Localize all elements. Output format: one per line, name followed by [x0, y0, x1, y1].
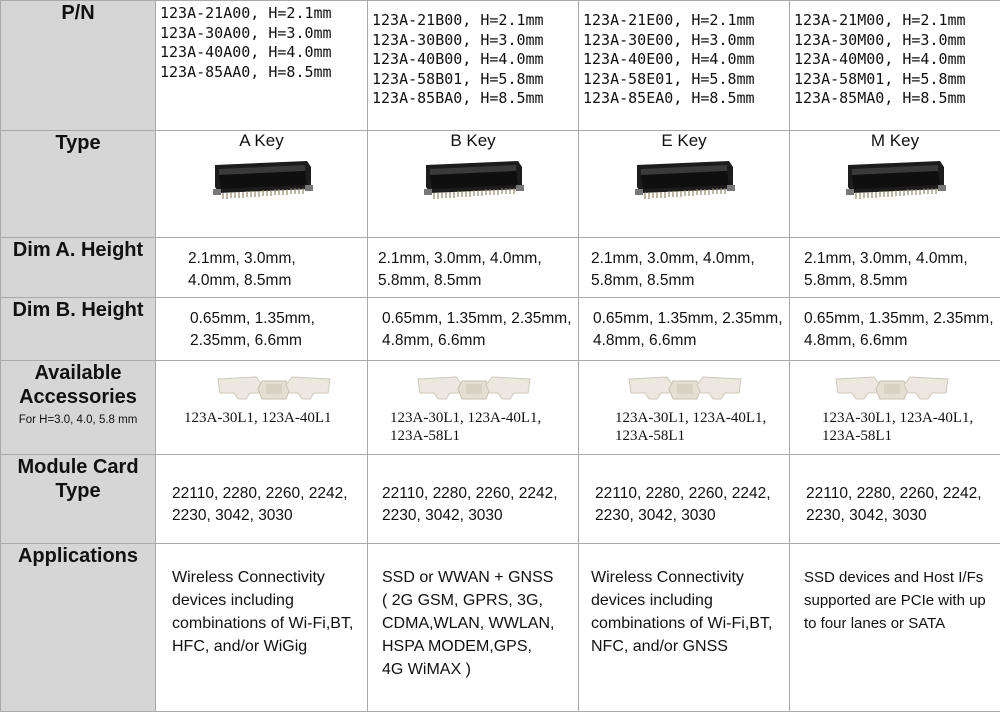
applications-cell	[156, 544, 368, 712]
connector-icon	[418, 159, 528, 203]
module-card-row	[1, 455, 1000, 544]
accessories-row	[1, 361, 1000, 455]
accessory-line: 123A-30L1, 123A-40L1,	[368, 409, 578, 427]
pn-line: 123A-21E00, H=2.1mm	[583, 11, 789, 31]
module-line: 2230, 3042, 3030	[595, 505, 789, 527]
pn-line: 123A-85MA0, H=8.5mm	[794, 89, 1000, 109]
dim-a-line: 2.1mm, 3.0mm, 4.0mm,	[378, 248, 578, 270]
standoff-clip-icon	[627, 371, 743, 403]
module-card-cell	[790, 455, 1000, 544]
application-line: 4G WiMAX )	[382, 658, 578, 681]
pn-line: 123A-85EA0, H=8.5mm	[583, 89, 789, 109]
dim-b-line: 2.35mm, 6.6mm	[190, 330, 367, 352]
pn-line: 123A-30E00, H=3.0mm	[583, 31, 789, 51]
pn-line: 123A-58E01, H=5.8mm	[583, 70, 789, 90]
row-header-dim-a	[1, 238, 156, 298]
dim-a-cell	[579, 238, 790, 298]
dim-a-row	[1, 238, 1000, 298]
module-card-cell	[368, 455, 579, 544]
standoff-clip-icon	[416, 371, 532, 403]
connector-icon	[629, 159, 739, 203]
pn-line: 123A-40E00, H=4.0mm	[583, 50, 789, 70]
accessories-cell	[156, 361, 368, 455]
pn-cell	[579, 1, 790, 131]
row-header-dim-a-label: Dim A. Height	[13, 239, 143, 261]
pn-cell	[790, 1, 1000, 131]
dim-a-line: 4.0mm, 8.5mm	[188, 270, 367, 292]
pn-line: 123A-58M01, H=5.8mm	[794, 70, 1000, 90]
pn-line: 123A-21M00, H=2.1mm	[794, 11, 1000, 31]
dim-b-line: 4.8mm, 6.6mm	[593, 330, 789, 352]
application-line: combinations of Wi-Fi,BT,	[172, 612, 367, 635]
dim-b-line: 4.8mm, 6.6mm	[804, 330, 1000, 352]
dim-a-cell	[790, 238, 1000, 298]
pn-line: 123A-40M00, H=4.0mm	[794, 50, 1000, 70]
key-label: A Key	[156, 131, 367, 151]
application-line: SSD or WWAN + GNSS	[382, 566, 578, 589]
row-header-accessories	[1, 361, 156, 455]
dim-b-line: 0.65mm, 1.35mm, 2.35mm,	[382, 308, 578, 330]
key-label: B Key	[368, 131, 578, 151]
accessory-line: 123A-58L1	[579, 427, 789, 445]
module-line: 22110, 2280, 2260, 2242,	[172, 483, 367, 505]
application-line: to four lanes or SATA	[804, 612, 1000, 635]
pn-line: 123A-21B00, H=2.1mm	[372, 11, 578, 31]
standoff-clip-icon	[834, 371, 950, 403]
dim-a-line: 2.1mm, 3.0mm, 4.0mm,	[804, 248, 1000, 270]
row-header-type-label: Type	[55, 132, 100, 154]
module-card-cell	[579, 455, 790, 544]
application-line: HFC, and/or WiGig	[172, 635, 367, 658]
dim-a-line: 2.1mm, 3.0mm, 4.0mm,	[591, 248, 789, 270]
pn-cell	[368, 1, 579, 131]
applications-cell	[368, 544, 579, 712]
application-line: HSPA MODEM,GPS,	[382, 635, 578, 658]
application-line: combinations of Wi-Fi,BT,	[591, 612, 789, 635]
pn-line: 123A-40B00, H=4.0mm	[372, 50, 578, 70]
row-header-module-card-label: Module Card Type	[17, 456, 138, 502]
dim-b-line: 4.8mm, 6.6mm	[382, 330, 578, 352]
dim-b-row	[1, 298, 1000, 361]
accessories-note: For H=3.0, 4.0, 5.8 mm	[1, 412, 155, 428]
dim-a-line: 5.8mm, 8.5mm	[378, 270, 578, 292]
module-line: 22110, 2280, 2260, 2242,	[382, 483, 578, 505]
module-line: 22110, 2280, 2260, 2242,	[595, 483, 789, 505]
dim-b-line: 0.65mm, 1.35mm, 2.35mm,	[593, 308, 789, 330]
type-row	[1, 131, 1000, 238]
pn-line: 123A-58B01, H=5.8mm	[372, 70, 578, 90]
connector-icon	[840, 159, 950, 203]
dim-a-line: 5.8mm, 8.5mm	[804, 270, 1000, 292]
key-label: E Key	[579, 131, 789, 151]
type-cell	[368, 131, 579, 238]
dim-b-cell	[368, 298, 579, 361]
type-cell	[156, 131, 368, 238]
connector-icon	[207, 159, 317, 203]
type-cell	[579, 131, 790, 238]
pn-line: 123A-30A00, H=3.0mm	[160, 24, 367, 44]
dim-b-line: 0.65mm, 1.35mm, 2.35mm,	[804, 308, 1000, 330]
dim-b-cell	[579, 298, 790, 361]
dim-a-line: 2.1mm, 3.0mm,	[188, 248, 367, 270]
module-line: 2230, 3042, 3030	[172, 505, 367, 527]
row-header-dim-b	[1, 298, 156, 361]
accessories-cell	[579, 361, 790, 455]
accessories-cell	[368, 361, 579, 455]
row-header-type	[1, 131, 156, 238]
application-line: NFC, and/or GNSS	[591, 635, 789, 658]
pn-line: 123A-40A00, H=4.0mm	[160, 43, 367, 63]
dim-b-cell	[156, 298, 368, 361]
dim-a-line: 5.8mm, 8.5mm	[591, 270, 789, 292]
key-label: M Key	[790, 131, 1000, 151]
module-line: 2230, 3042, 3030	[382, 505, 578, 527]
application-line: devices including	[591, 589, 789, 612]
row-header-module-card	[1, 455, 156, 544]
pn-line: 123A-85BA0, H=8.5mm	[372, 89, 578, 109]
row-header-accessories-label: Available Accessories	[19, 362, 137, 408]
dim-a-cell	[368, 238, 579, 298]
module-line: 2230, 3042, 3030	[806, 505, 1000, 527]
application-line: CDMA,WLAN, WWLAN,	[382, 612, 578, 635]
pn-cell	[156, 1, 368, 131]
module-line: 22110, 2280, 2260, 2242,	[806, 483, 1000, 505]
accessory-line: 123A-58L1	[368, 427, 578, 445]
standoff-clip-icon	[216, 371, 332, 403]
applications-row	[1, 544, 1000, 712]
application-line: SSD devices and Host I/Fs	[804, 566, 1000, 589]
dim-a-cell	[156, 238, 368, 298]
pn-line: 123A-30B00, H=3.0mm	[372, 31, 578, 51]
application-line: devices including	[172, 589, 367, 612]
row-header-dim-b-label: Dim B. Height	[12, 299, 143, 321]
pn-row	[1, 1, 1000, 131]
pn-line: 123A-21A00, H=2.1mm	[160, 4, 367, 24]
application-line: Wireless Connectivity	[172, 566, 367, 589]
accessory-line: 123A-30L1, 123A-40L1,	[790, 409, 1000, 427]
applications-cell	[790, 544, 1000, 712]
application-line: ( 2G GSM, GPRS, 3G,	[382, 589, 578, 612]
pn-line: 123A-85AA0, H=8.5mm	[160, 63, 367, 83]
dim-b-line: 0.65mm, 1.35mm,	[190, 308, 367, 330]
type-cell	[790, 131, 1000, 238]
application-line: Wireless Connectivity	[591, 566, 789, 589]
accessories-cell	[790, 361, 1000, 455]
row-header-applications	[1, 544, 156, 712]
row-header-pn-label: P/N	[61, 2, 94, 24]
applications-cell	[579, 544, 790, 712]
dim-b-cell	[790, 298, 1000, 361]
row-header-applications-label: Applications	[18, 545, 138, 567]
application-line: supported are PCIe with up	[804, 589, 1000, 612]
module-card-cell	[156, 455, 368, 544]
accessory-line: 123A-58L1	[790, 427, 1000, 445]
accessory-line: 123A-30L1, 123A-40L1	[156, 409, 367, 427]
pn-line: 123A-30M00, H=3.0mm	[794, 31, 1000, 51]
accessory-line: 123A-30L1, 123A-40L1,	[579, 409, 789, 427]
row-header-pn	[1, 1, 156, 131]
